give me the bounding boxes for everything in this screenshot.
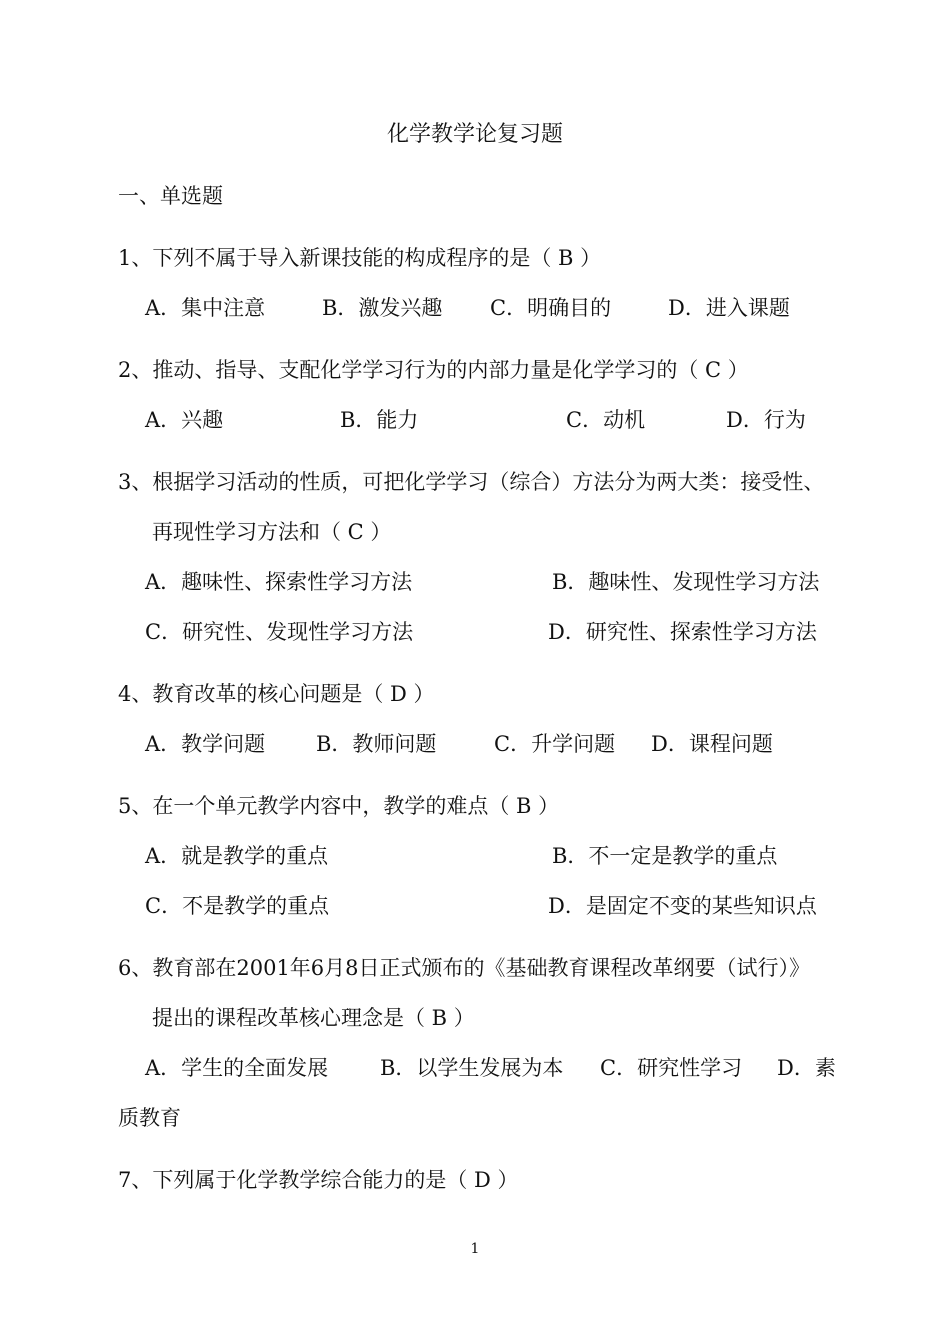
page-title: 化学教学论复习题 [386, 122, 563, 147]
question-6-stem-cont: 提出的课程改革核心理念是（ B ） [152, 1006, 475, 1030]
question-6-option-c: C．研究性学习 [600, 1056, 743, 1080]
question-4-option-d: D．课程问题 [651, 732, 773, 756]
question-2-option-c: C．动机 [566, 408, 646, 432]
question-3-stem: 3、根据学习活动的性质，可把化学学习（综合）方法分为两大类：接受性、 [118, 470, 825, 494]
question-3-option-c: C．研究性、发现性学习方法 [145, 620, 414, 644]
question-1-option-a: A．集中注意 [145, 296, 266, 320]
question-5-option-d: D．是固定不变的某些知识点 [548, 894, 817, 918]
question-2-option-d: D．行为 [726, 408, 806, 432]
question-4-stem: 4、教育改革的核心问题是（ D ） [118, 682, 435, 706]
question-4-option-a: A．教学问题 [145, 732, 266, 756]
question-6-option-d-cont: 质教育 [118, 1106, 181, 1130]
question-6-option-d: D．素 [777, 1056, 836, 1080]
question-3-option-d: D．研究性、探索性学习方法 [548, 620, 817, 644]
question-2-stem: 2、推动、指导、支配化学学习行为的内部力量是化学学习的（ C ） [118, 358, 749, 382]
question-3-option-b: B．趣味性、发现性学习方法 [552, 570, 820, 594]
page-number: 1 [470, 1241, 480, 1257]
question-6-option-a: A．学生的全面发展 [145, 1056, 329, 1080]
question-6-option-b: B．以学生发展为本 [380, 1056, 564, 1080]
question-5-stem: 5、在一个单元教学内容中，教学的难点（ B ） [118, 794, 560, 818]
question-6-stem: 6、教育部在2001年6月8日正式颁布的《基础教育课程改革纲要（试行）》 [118, 956, 811, 980]
question-4-option-c: C．升学问题 [494, 732, 616, 756]
question-4-option-b: B．教师问题 [316, 732, 437, 756]
question-1-option-b: B．激发兴趣 [322, 296, 443, 320]
question-7-stem: 7、下列属于化学教学综合能力的是（ D ） [118, 1168, 519, 1192]
question-1-option-d: D．进入课题 [668, 296, 790, 320]
question-1-option-c: C．明确目的 [490, 296, 612, 320]
question-2-option-b: B．能力 [340, 408, 419, 432]
question-3-stem-cont: 再现性学习方法和（ C ） [152, 520, 392, 544]
question-5-option-a: A．就是教学的重点 [145, 844, 329, 868]
question-5-option-b: B．不一定是教学的重点 [552, 844, 778, 868]
question-1-stem: 1、下列不属于导入新课技能的构成程序的是（ B ） [118, 246, 602, 270]
question-3-option-a: A．趣味性、探索性学习方法 [145, 570, 413, 594]
section-heading: 一、单选题 [118, 184, 223, 208]
question-5-option-c: C．不是教学的重点 [145, 894, 330, 918]
question-2-option-a: A．兴趣 [145, 408, 224, 432]
